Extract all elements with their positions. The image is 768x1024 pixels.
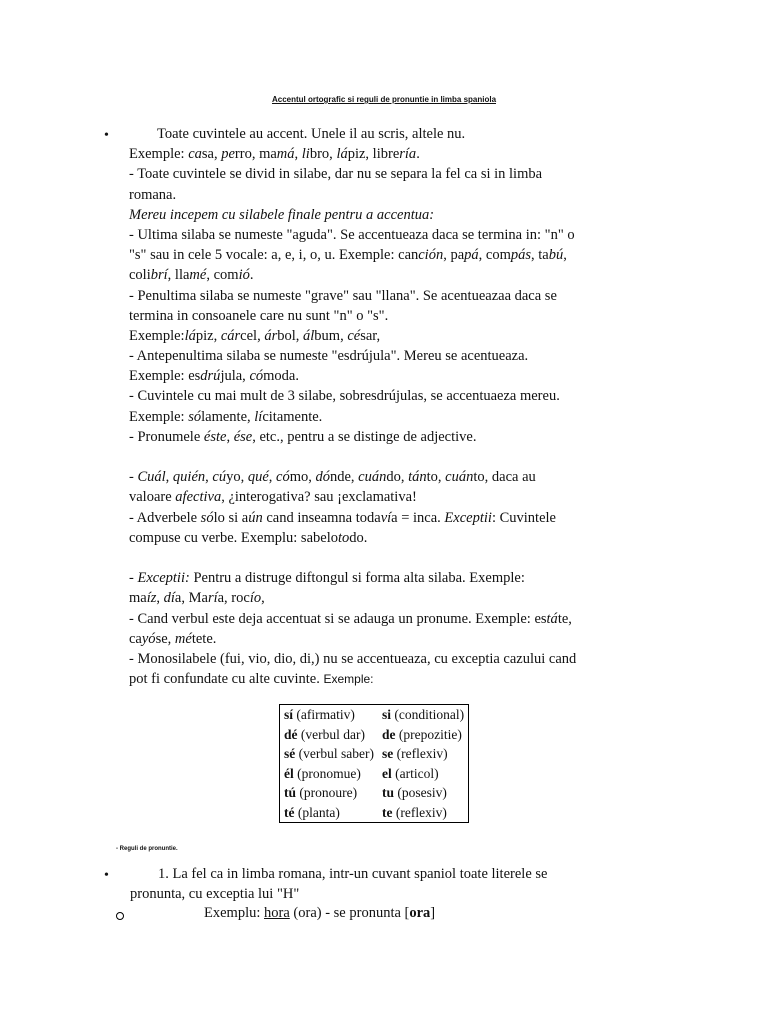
line-23: - Cand verbul este deja accentuat si se adauga un pronume. Exemple: estáte,	[129, 610, 572, 627]
line-17: - Cuál, quién, cúyo, qué, cómo, dónde, cuándo, tánto, cuánto, daca au	[129, 469, 536, 486]
line-8: colibrí, llamé, comió.	[129, 267, 254, 284]
bullet-2: •	[104, 868, 109, 883]
line-10: termina in consoanele care nu sunt "n" o "s".	[129, 307, 389, 324]
line-7: "s" sau in cele 5 vocale: a, e, i, o, u. Exemple: canción, papá, compás, tabú,	[129, 247, 567, 264]
line-19: - Adverbele sólo si aún cand inseamna todavía = inca. Exceptii: Cuvintele	[129, 509, 556, 526]
line-3: - Toate cuvintele se divid in silabe, dar nu se separa la fel ca si in limba	[129, 166, 543, 183]
rule-1-line-1: 1. La fel ca in limba romana, intr-un cuvant spaniol toate literele se	[158, 866, 548, 882]
line-14: - Cuvintele cu mai mult de 3 silabe, sobresdrújulas, se accentuaeza mereu.	[129, 388, 560, 405]
line-18: valoare afectiva, ¿interogativa? sau ¡exclamativa!	[129, 489, 417, 506]
line-11: Exemple:lápiz, cárcel, árbol, álbum, césar,	[129, 327, 381, 344]
table-row	[280, 744, 469, 764]
bullet-1: •	[104, 128, 109, 143]
accented-word-cell: tú (pronoure)	[284, 785, 358, 800]
line-16: - Pronumele éste, ése, etc., pentru a se distinge de adjective.	[129, 428, 477, 445]
blank-line-2	[129, 548, 669, 568]
circle-bullet	[116, 912, 124, 920]
line-9: - Penultima silaba se numeste "grave" sau "llana". Se acentueazaa daca se	[129, 287, 557, 304]
example-line: Exemplu: hora (ora) - se pronunta [ora]	[204, 905, 436, 921]
accented-word-cell: sé (verbul saber)	[284, 746, 374, 761]
table-row	[280, 783, 469, 803]
unaccented-word-cell: de (prepozitie)	[381, 726, 462, 742]
line-26: pot fi confundate cu alte cuvinte. Exemple:	[129, 671, 374, 688]
rule-1-line-2: pronunta, cu exceptia lui "H"	[130, 886, 300, 903]
line-24: cayóse, métete.	[129, 630, 217, 647]
accented-word-cell: sí (afirmativ)	[284, 707, 355, 722]
unaccented-word-cell: el (articol)	[381, 765, 439, 781]
line-13: Exemple: esdrújula, cómoda.	[129, 368, 299, 385]
line-4: romana.	[129, 186, 177, 203]
unaccented-word-cell: te (reflexiv)	[381, 804, 447, 820]
document-title: Accentul ortografic si reguli de pronuntie in limba spaniola	[271, 95, 497, 104]
line-2: Exemple: casa, perro, mamá, libro, lápiz, librería.	[129, 146, 420, 163]
accented-word-cell: él (pronomue)	[284, 765, 361, 781]
line-21: - Exceptii: Pentru a distruge diftongul si forma alta silaba. Exemple:	[129, 570, 525, 587]
section-pronunciation	[130, 864, 690, 904]
line-6: - Ultima silaba se numeste "aguda". Se accentueaza daca se termina in: "n" o	[129, 226, 575, 243]
line-5: Mereu incepem cu silabele finale pentru a accentua:	[129, 206, 435, 223]
table-row	[280, 803, 469, 823]
unaccented-word-cell: si (conditional)	[381, 707, 465, 722]
section-accent	[129, 124, 669, 689]
accented-word-cell: té (planta)	[284, 804, 340, 820]
table-row	[280, 764, 469, 784]
unaccented-word-cell: tu (posesiv)	[381, 785, 447, 800]
accented-word-cell: dé (verbul dar)	[284, 726, 365, 742]
table-row	[280, 705, 469, 725]
line-22: maíz, día, María, rocío,	[129, 590, 265, 607]
blank-line	[129, 447, 669, 467]
line-20: compuse cu verbe. Exemplu: sabelotodo.	[129, 529, 368, 546]
line-1: Toate cuvintele au accent. Unele il au scris, altele nu.	[157, 126, 466, 142]
monosyllable-table	[279, 704, 469, 823]
line-15: Exemple: sólamente, lícitamente.	[129, 408, 323, 425]
unaccented-word-cell: se (reflexiv)	[381, 746, 448, 761]
line-25: - Monosilabele (fui, vio, dio, di,) nu se accentueaza, cu exceptia cazului cand	[129, 650, 577, 667]
line-12: - Antepenultima silaba se numeste "esdrújula". Mereu se acentueaza.	[129, 348, 529, 365]
subheading-pronunciation: - Reguli de pronuntie.	[116, 846, 178, 852]
table-row	[280, 725, 469, 745]
